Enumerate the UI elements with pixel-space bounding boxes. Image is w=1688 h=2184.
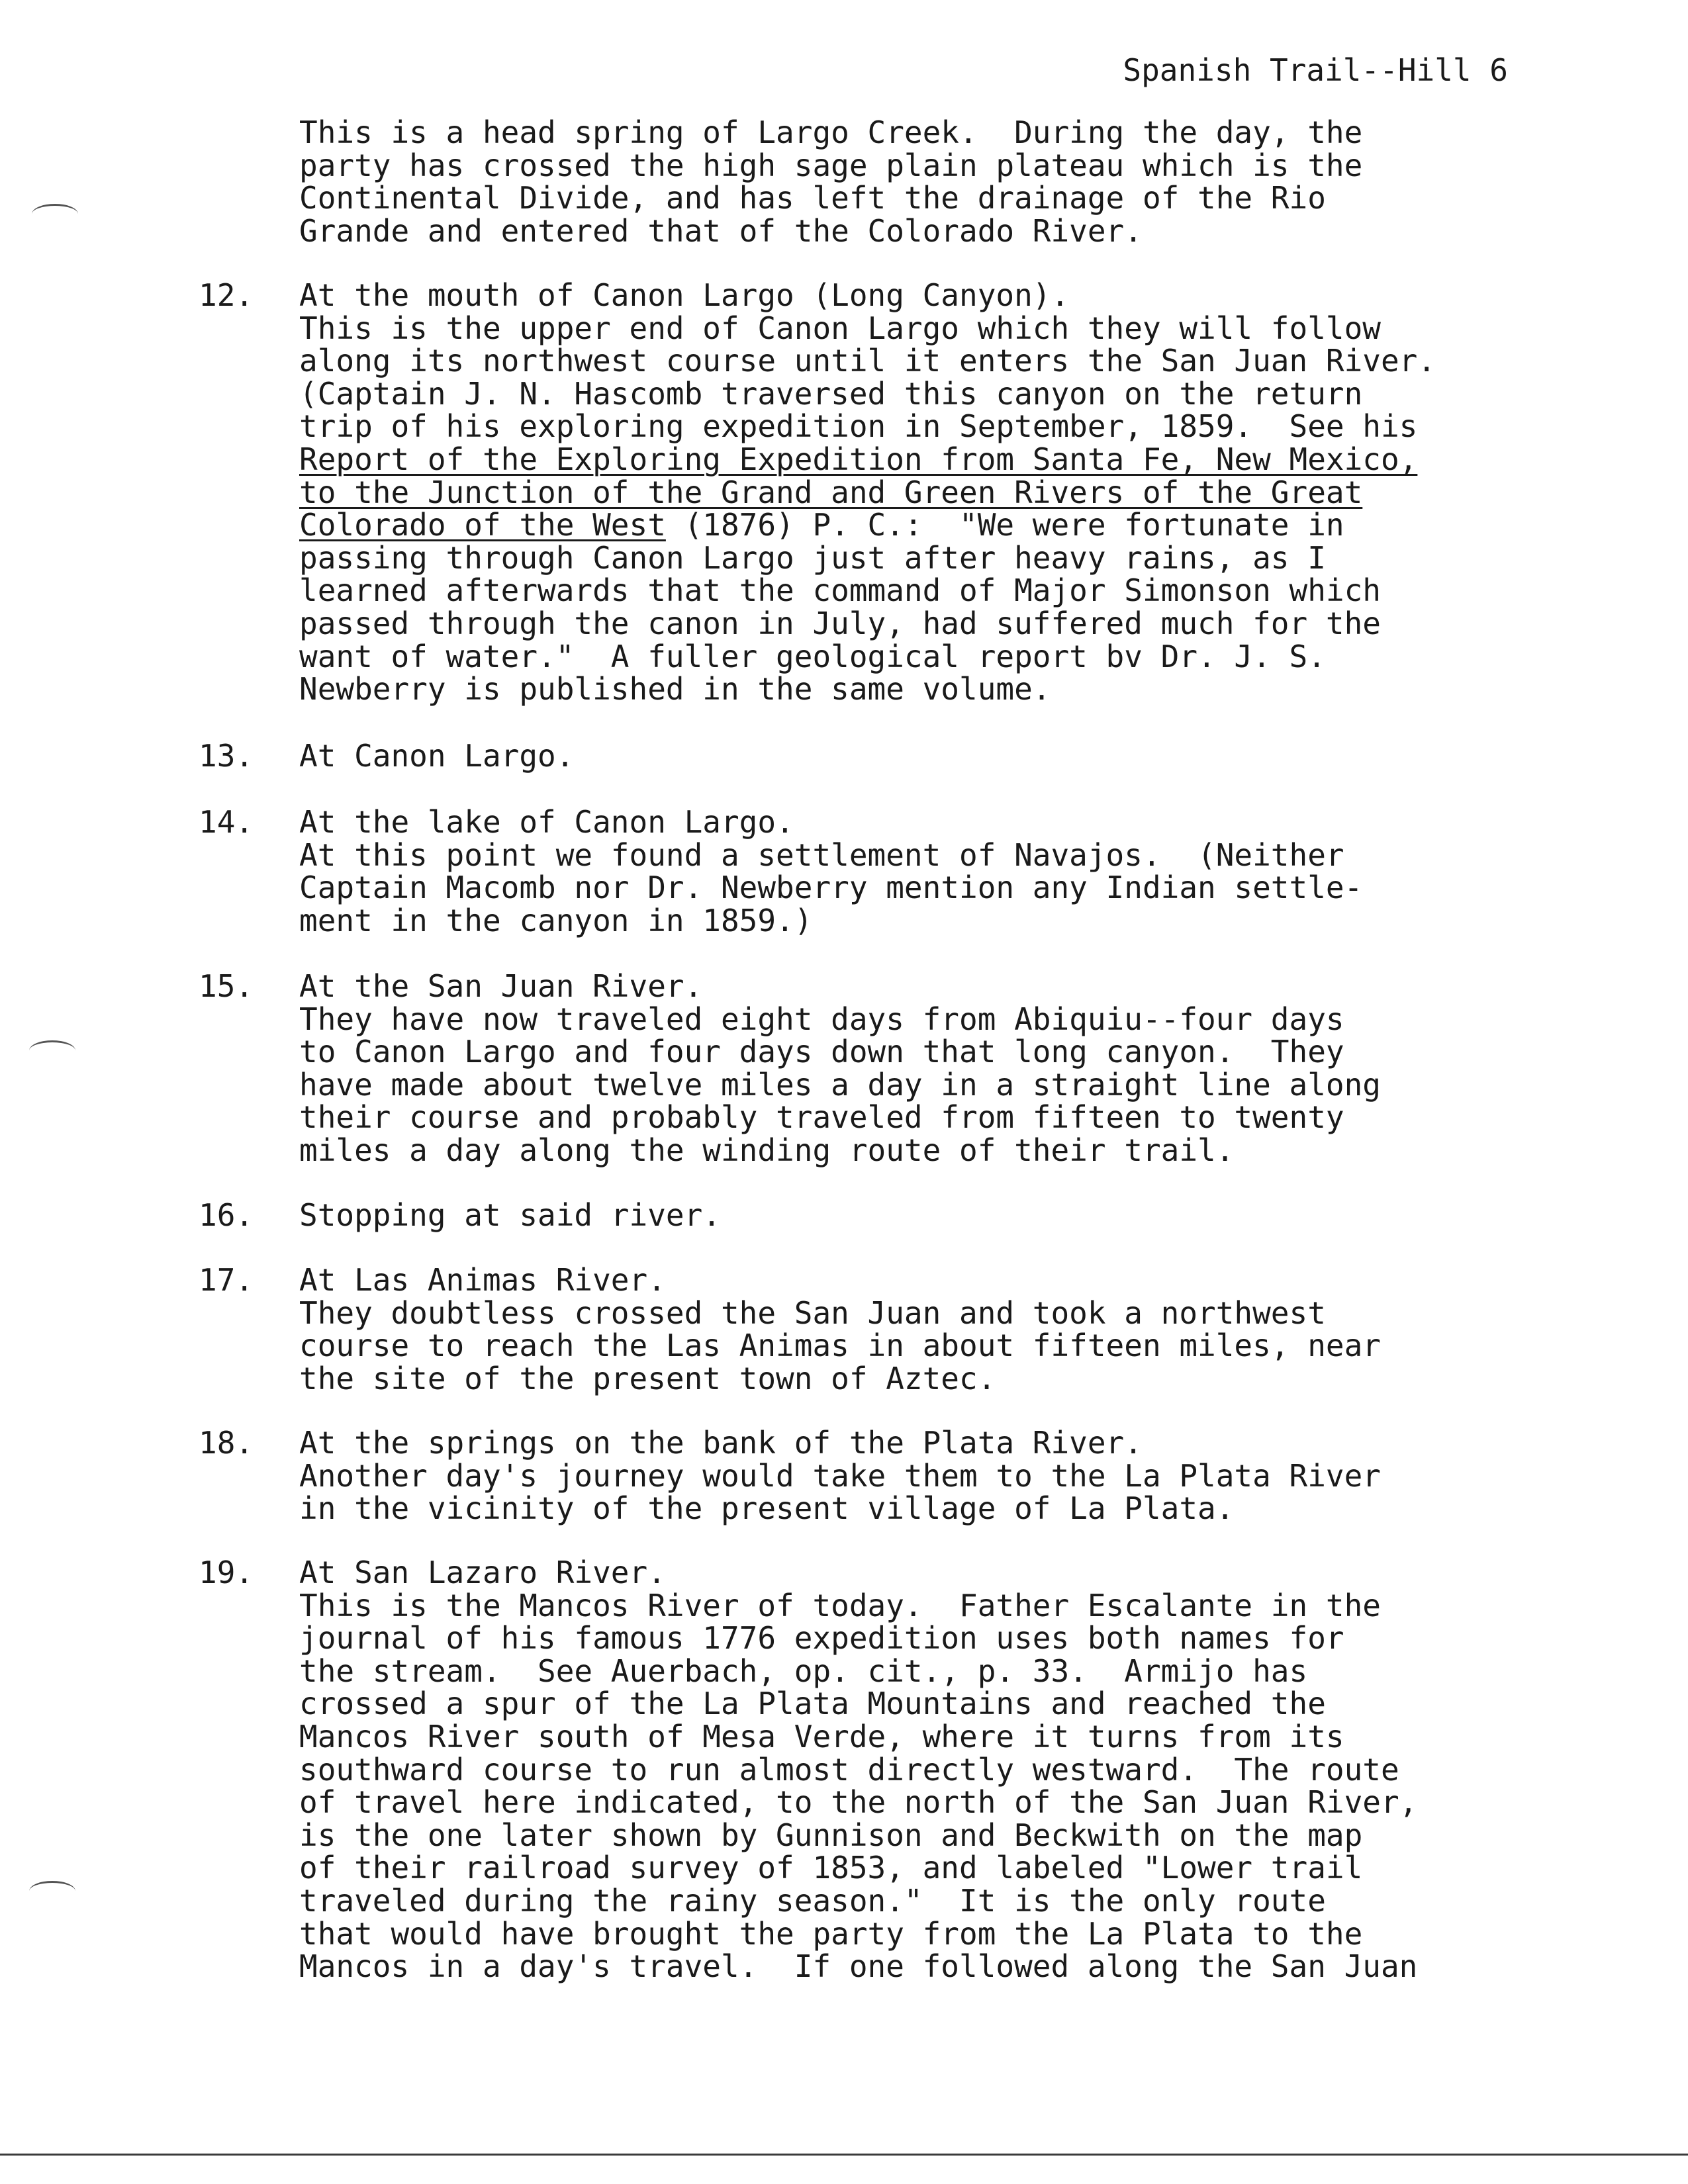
entry-body bbox=[299, 740, 1557, 773]
entry-number: 14. bbox=[199, 804, 254, 840]
page-bottom-edge bbox=[0, 2154, 1688, 2156]
entry-body bbox=[299, 806, 1557, 937]
entry-number: 13. bbox=[199, 738, 254, 774]
text-line: the stream. See Auerbach, op. cit., p. 33. Armijo has bbox=[299, 1653, 1308, 1689]
entry-body bbox=[299, 279, 1557, 706]
text-line: course to reach the Las Animas in about fifteen miles, near bbox=[299, 1328, 1381, 1364]
punch-hole-mark bbox=[29, 1040, 75, 1061]
text-line: At Canon Largo. bbox=[299, 738, 575, 774]
text-line: At the mouth of Canon Largo (Long Canyon). bbox=[299, 277, 1070, 313]
report-title-underlined: Report of the Exploring Expedition from Santa Fe, New Mexico, bbox=[299, 441, 1418, 477]
entry-number: 12. bbox=[199, 277, 254, 313]
text-line: to Canon Largo and four days down that long canyon. They bbox=[299, 1034, 1344, 1070]
punch-hole-mark bbox=[32, 204, 78, 224]
text-line: This is the Mancos River of today. Father Escalante in the bbox=[299, 1587, 1381, 1623]
text-line: (Captain J. N. Hascomb traversed this canyon on the return bbox=[299, 375, 1363, 412]
text-line: Newberry is published in the same volume. bbox=[299, 671, 1051, 707]
text-line: Captain Macomb nor Dr. Newberry mention any Indian settle- bbox=[299, 870, 1363, 906]
text-line: party has crossed the high sage plain plateau which is the bbox=[299, 147, 1363, 183]
page-header: Spanish Trail--Hill 6 bbox=[1123, 52, 1508, 88]
text-line: Another day's journey would take them to the La Plata River bbox=[299, 1457, 1381, 1494]
text-line: of their railroad survey of 1853, and labeled "Lower trail bbox=[299, 1850, 1363, 1886]
text-line: passing through Canon Largo just after heavy rains, as I bbox=[299, 539, 1326, 576]
entry-number: 17. bbox=[199, 1262, 254, 1298]
entry-body bbox=[299, 970, 1557, 1167]
text-line: Mancos River south of Mesa Verde, where it turns from its bbox=[299, 1718, 1344, 1754]
entry-number: 15. bbox=[199, 968, 254, 1004]
text-line: At the lake of Canon Largo. bbox=[299, 804, 794, 840]
text-line: southward course to run almost directly westward. The route bbox=[299, 1751, 1399, 1788]
text-line: At San Lazaro River. bbox=[299, 1555, 666, 1590]
text-line: Mancos in a day's travel. If one followed along the San Juan bbox=[299, 1948, 1418, 1985]
report-title-underlined: Colorado of the West bbox=[299, 507, 666, 543]
text-line: At the springs on the bank of the Plata River. bbox=[299, 1425, 1143, 1461]
entry-number: 19. bbox=[199, 1555, 254, 1590]
text-line: Continental Divide, and has left the drainage of the Rio bbox=[299, 180, 1326, 216]
text-line: the site of the present town of Aztec. bbox=[299, 1360, 996, 1396]
text-line: passed through the canon in July, had suffered much for the bbox=[299, 605, 1381, 641]
entry-number: 16. bbox=[199, 1197, 254, 1233]
report-title-underlined: to the Junction of the Grand and Green Rivers of the Great bbox=[299, 474, 1363, 510]
text-line: At Las Animas River. bbox=[299, 1262, 666, 1298]
punch-hole-mark bbox=[29, 1881, 75, 1901]
text-line bbox=[299, 509, 1557, 542]
text-line: their course and probably traveled from fifteen to twenty bbox=[299, 1099, 1344, 1136]
text-line: journal of his famous 1776 expedition uses both names for bbox=[299, 1620, 1344, 1657]
text-line: along its northwest course until it enters the San Juan River. bbox=[299, 343, 1436, 379]
text-line: of travel here indicated, to the north of the San Juan River, bbox=[299, 1784, 1418, 1821]
text-line: At the San Juan River. bbox=[299, 968, 703, 1004]
text-line: They have now traveled eight days from Abiquiu--four days bbox=[299, 1001, 1344, 1037]
text-line: At this point we found a settlement of Navajos. (Neither bbox=[299, 837, 1344, 873]
entry-body bbox=[299, 1557, 1557, 1983]
text-line: trip of his exploring expedition in September, 1859. See his bbox=[299, 408, 1418, 445]
text-line: miles a day along the winding route of their trail. bbox=[299, 1132, 1235, 1168]
text-line: in the vicinity of the present village of La Plata. bbox=[299, 1490, 1235, 1527]
entry-body bbox=[299, 1264, 1557, 1395]
text-line: This is a head spring of Largo Creek. During the day, the bbox=[299, 114, 1363, 150]
intro-paragraph bbox=[299, 116, 1557, 248]
text-line: ment in the canyon in 1859.) bbox=[299, 902, 813, 938]
text-line: Stopping at said river. bbox=[299, 1197, 721, 1233]
text-line bbox=[299, 474, 1557, 510]
entry-number: 18. bbox=[199, 1425, 254, 1461]
text-line: is the one later shown by Gunnison and Beckwith on the map bbox=[299, 1817, 1363, 1853]
text-segment: (1876) P. C.: "We were fortunate in bbox=[665, 507, 1344, 543]
text-line: Grande and entered that of the Colorado River. bbox=[299, 212, 1143, 249]
text-line: traveled during the rainy season." It is the only route bbox=[299, 1882, 1326, 1919]
text-line: They doubtless crossed the San Juan and took a northwest bbox=[299, 1295, 1326, 1331]
entry-body bbox=[299, 1427, 1557, 1525]
entry-body bbox=[299, 1199, 1557, 1232]
text-line: that would have brought the party from the La Plata to the bbox=[299, 1915, 1363, 1952]
text-line: learned afterwards that the command of Major Simonson which bbox=[299, 572, 1381, 609]
text-line: want of water." A fuller geological report bv Dr. J. S. bbox=[299, 638, 1326, 674]
text-line: crossed a spur of the La Plata Mountains and reached the bbox=[299, 1686, 1326, 1722]
text-line bbox=[299, 443, 1557, 477]
text-line: This is the upper end of Canon Largo which they will follow bbox=[299, 310, 1381, 346]
text-line: have made about twelve miles a day in a straight line along bbox=[299, 1066, 1381, 1103]
